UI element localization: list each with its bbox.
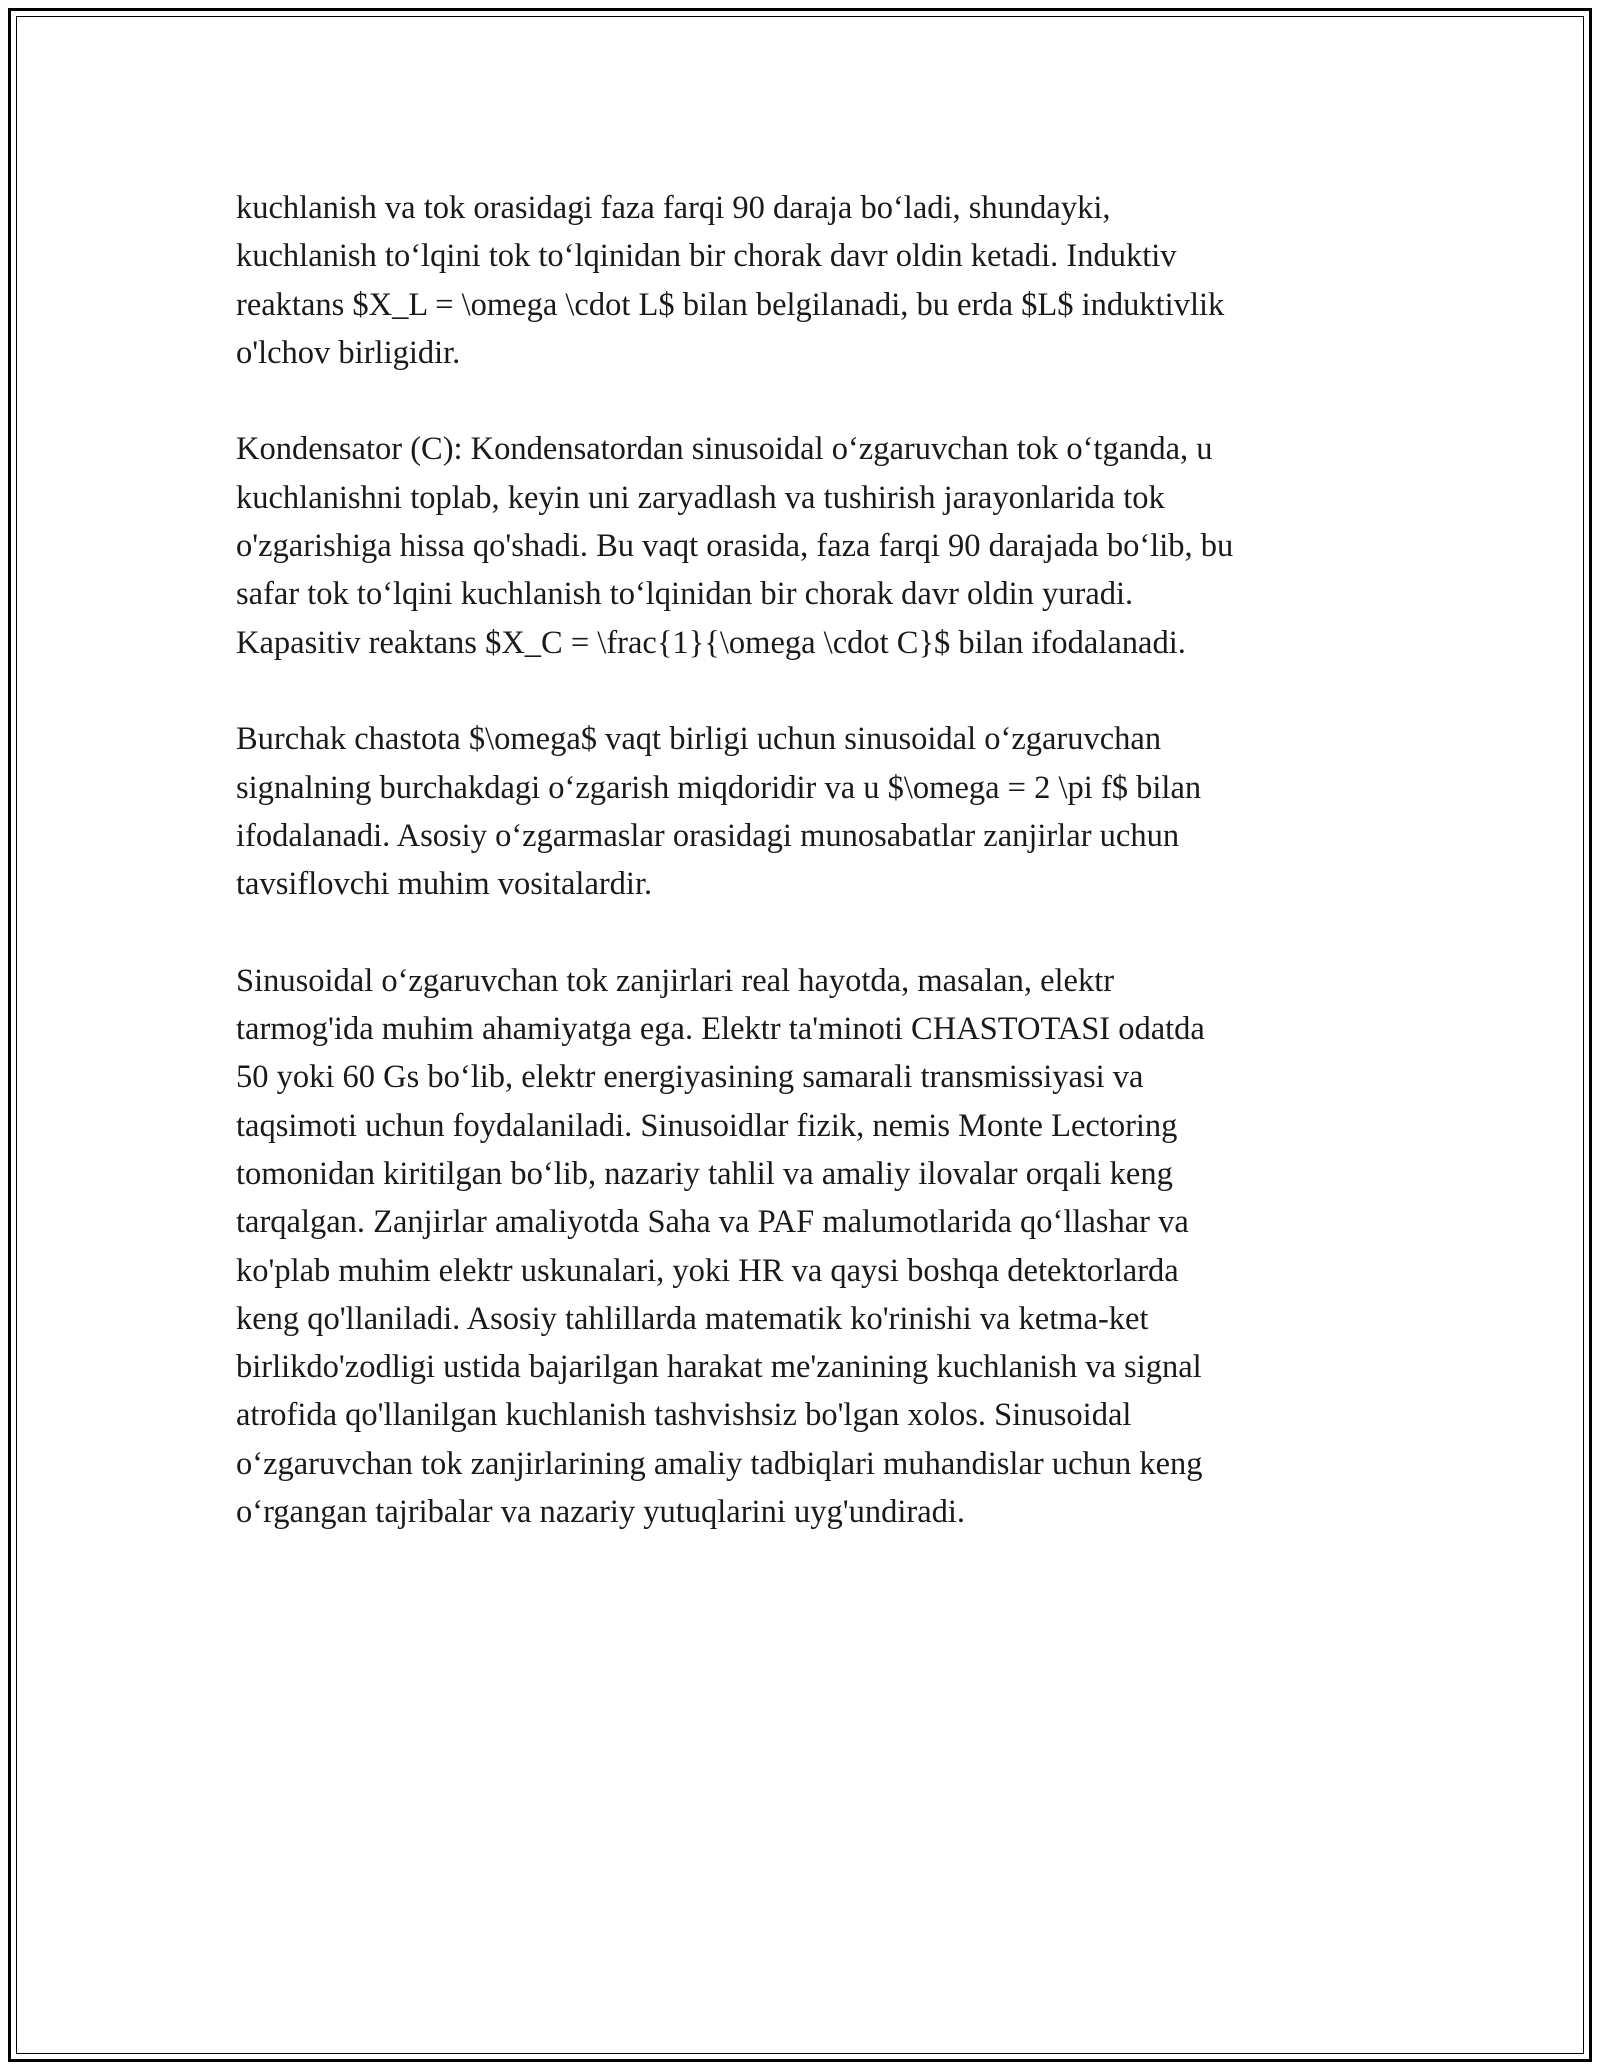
paragraph-applications: Sinusoidal o‘zgaruvchan tok zanjirlari real hayotda, masalan, elektr tarmog'ida muhim ahamiyatga ega. Elektr ta'minoti CHASTOTASI odatda 50 yoki 60 Gs bo‘lib, elektr energiyasining samarali transmissiyasi va taqsimoti uchun foydalaniladi. Sinusoidlar fizik, nemis Monte Lectoring tomonidan kiritilgan bo‘lib, nazariy tahlil va amaliy ilovalar orqali keng tarqalgan. Zanjirlar amaliyotda Saha va PAF malumotlarida qo‘llashar va ko'plab muhim elektr uskunalari, yoki HR va qaysi boshqa detektorlarda keng qo'llaniladi. Asosiy tahlillarda matematik ko'rinishi va ketma-ket birlikdo'zodligi ustida bajarilgan harakat me'zanining kuchlanish va signal atrofida qo'llanilgan kuchlanish tashvishsiz bo'lgan xolos. Sinusoidal o‘zgaruvchan tok zanjirlarining amaliy tadbiqlari muhandislar uchun keng o‘rgangan tajribalar va nazariy yutuqlarini uyg'undiradi. [236, 962, 1205, 1531]
paragraph-inductor: kuchlanish va tok orasidagi faza farqi 90 daraja bo‘ladi, shundayki, kuchlanish to‘lqini tok to‘lqinidan bir chorak davr oldin ketadi. Induktiv reaktans $X_L = \omega \cdot L$ bilan belgilanadi, bu erda $L$ induktivlik o'lchov birligidir. [236, 190, 1225, 371]
document-body [236, 184, 1366, 1585]
paragraph-angular-frequency: Burchak chastota $\omega$ vaqt birligi uchun sinusoidal o‘zgaruvchan signalning burchakdagi o‘zgarish miqdoridir va u $\omega = 2 \pi f$ bilan ifodalanadi. Asosiy o‘zgarmaslar orasidagi munosabatlar zanjirlar uchun tavsiflovchi muhim vositalardir. [236, 721, 1202, 903]
paragraph-capacitor: Kondensator (C): Kondensatordan sinusoidal o‘zgaruvchan tok o‘tganda, u kuchlanishni toplab, keyin uni zaryadlash va tushirish jarayonlarida tok o'zgarishiga hissa qo'shadi. Bu vaqt orasida, faza farqi 90 darajada bo‘lib, bu safar tok to‘lqini kuchlanish to‘lqinidan bir chorak davr oldin yuradi. Kapasitiv reaktans $X_C = \frac{1}{\omega \cdot C}$ bilan ifodalanadi. [236, 431, 1234, 661]
